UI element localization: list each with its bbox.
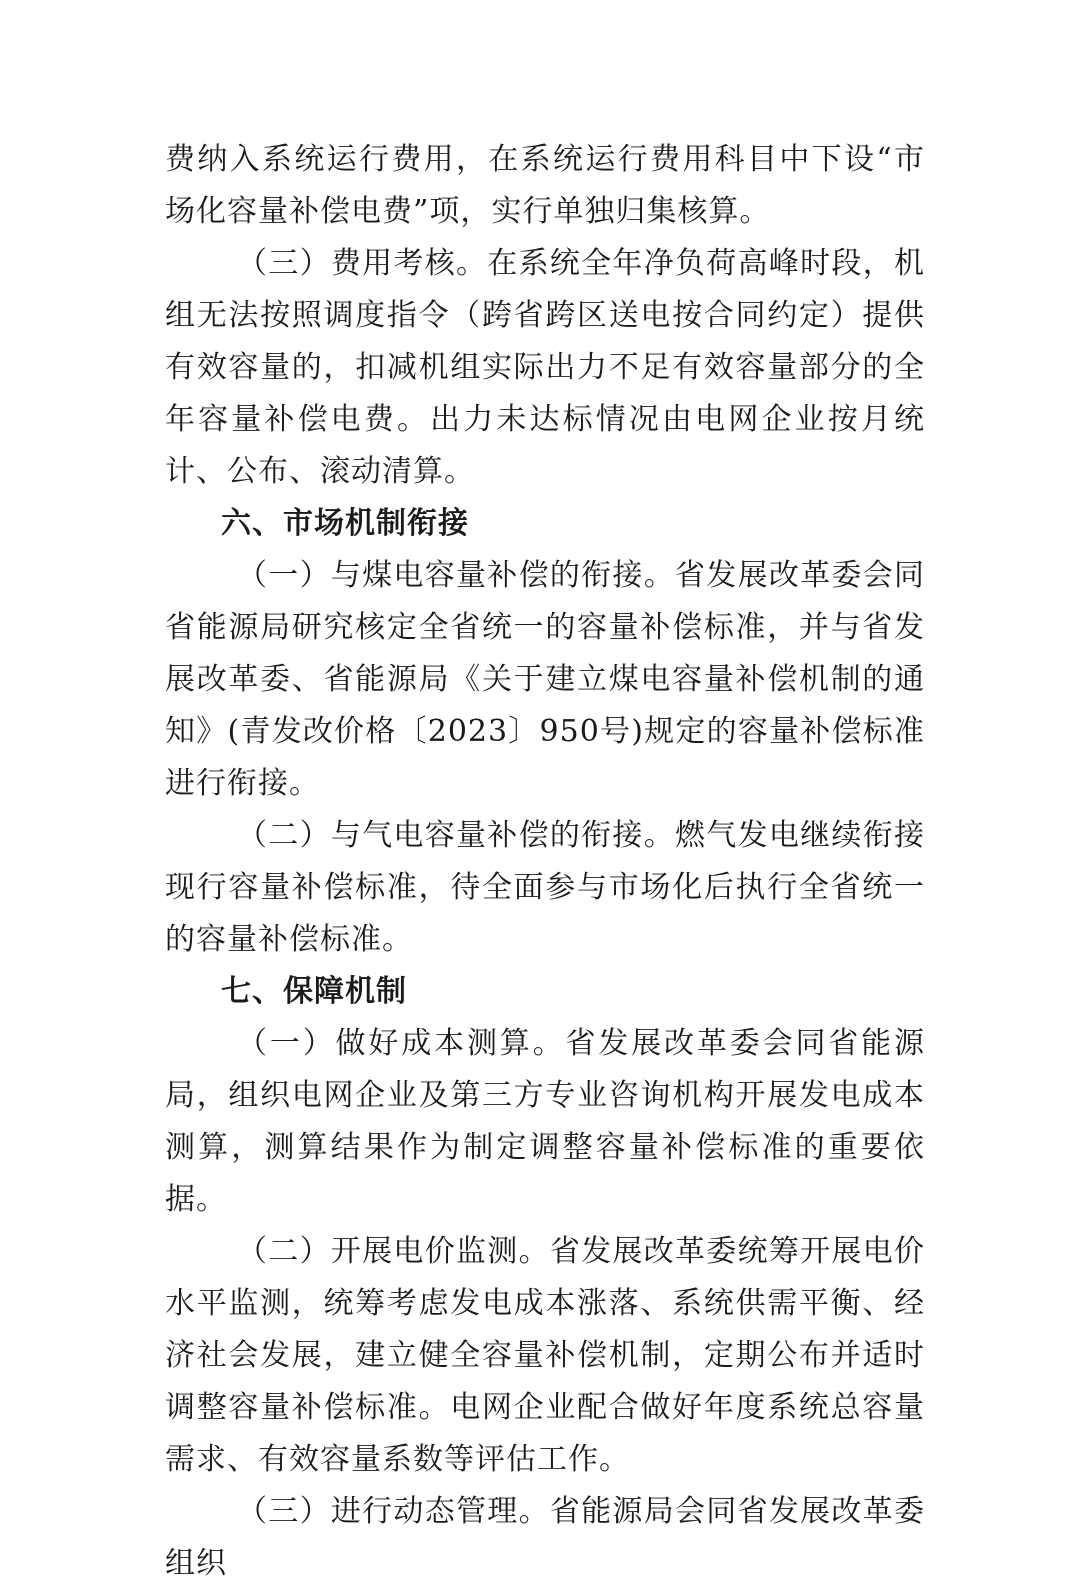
paragraph-price-monitoring: （二）开展电价监测。省发展改革委统筹开展电价水平监测，统筹考虑发电成本涨落、系统供需平衡、经济社会发展，建立健全容量补偿机制，定期公布并适时调整容量补偿标准。电网企业配合做好年度系统总容量需求、有效容量系数等评估工作。 (165, 1234, 925, 1477)
paragraph-coal-power-link: （一）与煤电容量补偿的衔接。省发展改革委会同省能源局研究核定全省统一的容量补偿标准，并与省发展改革委、省能源局《关于建立煤电容量补偿机制的通知》(青发改价格〔2023〕950号)规定的容量补偿标准进行衔接。 (165, 558, 925, 801)
document-body (165, 134, 925, 1590)
paragraph-fee-assessment: （三）费用考核。在系统全年净负荷高峰时段，机组无法按照调度指令（跨省跨区送电按合同约定）提供有效容量的，扣减机组实际出力不足有效容量部分的全年容量补偿电费。出力未达标情况由电网企业按月统计、公布、滚动清算。 (165, 246, 925, 489)
paragraph-continuation: 费纳入系统运行费用，在系统运行费用科目中下设“市场化容量补偿电费”项，实行单独归集核算。 (165, 142, 925, 229)
section-heading-safeguards: 七、保障机制 (221, 974, 407, 1009)
paragraph-dynamic-management: （三）进行动态管理。省能源局会同省发展改革委组织 (165, 1494, 925, 1581)
paragraph-cost-calculation: （一）做好成本测算。省发展改革委会同省能源局，组织电网企业及第三方专业咨询机构开展发电成本测算，测算结果作为制定调整容量补偿标准的重要依据。 (165, 1026, 925, 1217)
paragraph-gas-power-link: （二）与气电容量补偿的衔接。燃气发电继续衔接现行容量补偿标准，待全面参与市场化后执行全省统一的容量补偿标准。 (165, 818, 925, 957)
section-heading-market-mechanism: 六、市场机制衔接 (221, 506, 469, 541)
